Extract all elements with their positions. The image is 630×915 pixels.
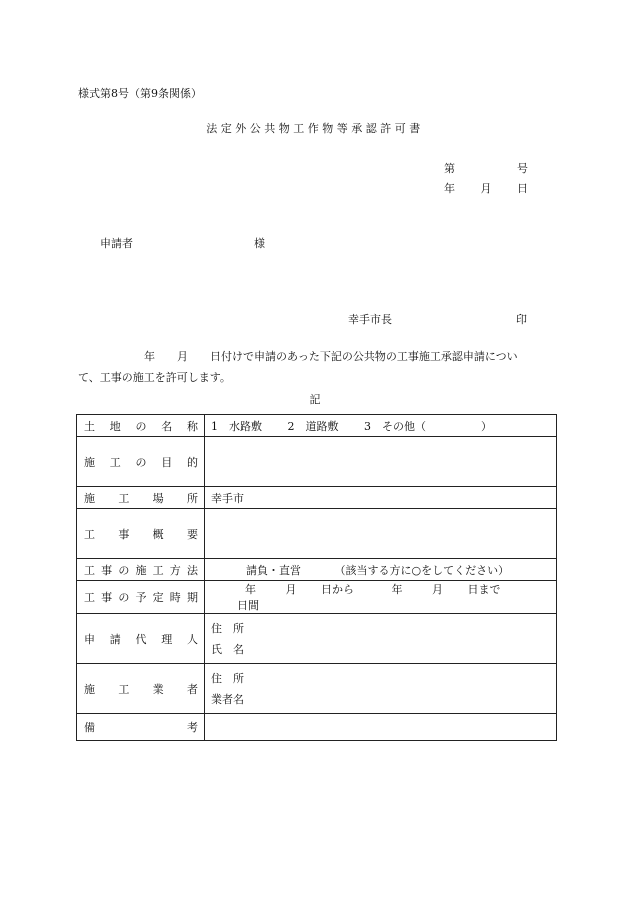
label-char: 的 xyxy=(187,455,198,469)
label-char: 地 xyxy=(109,419,121,433)
label-char: の xyxy=(118,591,130,604)
label-method xyxy=(77,559,205,581)
row-remarks xyxy=(77,714,557,741)
label-char: 名 xyxy=(161,419,173,433)
label-char: 所 xyxy=(186,491,198,505)
issuer-name: 幸手市長 xyxy=(348,313,392,326)
label-char: 工 xyxy=(152,563,164,577)
schedule-end-year: 年 xyxy=(391,583,403,596)
purpose-value xyxy=(205,437,557,487)
label-char: 請 xyxy=(109,632,121,646)
summary-value xyxy=(205,509,557,559)
label-char: 事 xyxy=(101,591,113,604)
label-char: 工 xyxy=(84,527,95,541)
method-value xyxy=(205,559,557,581)
label-char: 施 xyxy=(84,682,95,696)
applicant-label: 申請者 xyxy=(100,237,133,250)
label-land-name xyxy=(77,415,205,437)
label-char: 施 xyxy=(135,563,147,577)
label-char: 称 xyxy=(187,419,198,433)
label-agent xyxy=(77,614,205,664)
label-char: 方 xyxy=(169,563,181,577)
schedule-end-month: 月 xyxy=(432,583,443,596)
label-char: 工 xyxy=(118,682,130,696)
contractor-address-label: 住 所 xyxy=(211,671,244,685)
schedule-value xyxy=(205,581,557,614)
document-number xyxy=(444,160,528,180)
schedule-start-year: 年 xyxy=(245,583,256,596)
label-schedule xyxy=(77,581,205,614)
label-char: 目 xyxy=(161,455,173,469)
label-char: 事 xyxy=(118,527,130,541)
label-summary-text xyxy=(84,526,198,542)
land-option-1: 1 水路敷 xyxy=(211,419,262,433)
label-char: 法 xyxy=(186,563,198,577)
label-char: 時 xyxy=(169,591,181,604)
agent-address-label: 住 所 xyxy=(211,621,244,635)
row-purpose xyxy=(77,437,557,487)
land-name-options xyxy=(205,415,557,437)
label-char: 予 xyxy=(135,591,147,604)
date-year: 年 xyxy=(444,182,455,195)
agent-name-label: 氏 名 xyxy=(211,642,244,656)
location-value: 幸手市 xyxy=(205,487,557,509)
label-method-text xyxy=(84,562,198,578)
row-land-name xyxy=(77,415,557,437)
doc-number-suffix: 号 xyxy=(517,162,528,175)
label-land-name-text xyxy=(84,418,198,434)
label-location xyxy=(77,487,205,509)
contractor-value xyxy=(205,664,557,714)
date-month: 月 xyxy=(480,182,492,195)
label-char: 代 xyxy=(135,632,147,646)
row-agent xyxy=(77,614,557,664)
label-char: の xyxy=(135,419,147,433)
label-char: 備 xyxy=(84,721,95,734)
land-option-2: 2 道路敷 xyxy=(287,419,339,433)
label-schedule-text xyxy=(84,589,198,605)
label-summary xyxy=(77,509,205,559)
schedule-start-month: 月 xyxy=(285,583,297,596)
permit-details-table xyxy=(76,414,557,741)
doc-number-prefix: 第 xyxy=(444,162,455,175)
label-char: 工 xyxy=(109,455,121,469)
label-char: 土 xyxy=(84,419,95,433)
row-method xyxy=(77,559,557,581)
remarks-value xyxy=(205,714,557,741)
label-char: 事 xyxy=(101,563,113,577)
label-char: 工 xyxy=(118,491,130,505)
label-char: 定 xyxy=(152,591,164,604)
method-choice: 請負・直営 xyxy=(246,563,301,577)
row-schedule xyxy=(77,581,557,614)
label-char: 要 xyxy=(186,527,198,541)
label-char: 施 xyxy=(84,491,95,505)
label-char: の xyxy=(135,455,147,469)
ki-heading: 記 xyxy=(309,393,321,406)
body-text xyxy=(78,346,553,388)
label-purpose xyxy=(77,437,205,487)
label-char: 場 xyxy=(152,491,164,505)
form-number: 様式第8号（第9条関係） xyxy=(78,87,202,100)
label-contractor xyxy=(77,664,205,714)
applicant-honorific: 様 xyxy=(254,237,265,250)
agent-value xyxy=(205,614,557,664)
schedule-end-day: 日まで xyxy=(467,583,501,596)
label-contractor-text xyxy=(84,681,198,697)
contractor-name-label: 業者名 xyxy=(211,692,244,706)
label-char: 工 xyxy=(84,591,95,604)
label-remarks xyxy=(77,714,205,741)
label-char: 者 xyxy=(186,682,198,696)
label-purpose-text xyxy=(84,454,198,470)
label-char: 概 xyxy=(152,527,164,541)
label-char: 工 xyxy=(84,563,95,577)
row-summary xyxy=(77,509,557,559)
method-note: （該当する方に○をしてください） xyxy=(334,563,510,577)
body-line-1: 年 月 日付けで申請のあった下記の公共物の工事施工承認申請につい xyxy=(78,350,518,363)
label-char: 業 xyxy=(152,682,164,696)
label-char: の xyxy=(118,563,130,577)
schedule-start-day: 日から xyxy=(321,583,354,596)
label-char: 申 xyxy=(84,632,95,646)
label-char: 理 xyxy=(161,632,173,646)
document-title: 法定外公共物工作物等承認許可書 xyxy=(206,122,424,135)
label-remarks-text xyxy=(84,719,198,735)
row-location xyxy=(77,487,557,509)
label-char: 期 xyxy=(186,591,198,604)
seal-mark: 印 xyxy=(516,313,527,326)
schedule-duration: 日間 xyxy=(237,599,259,612)
label-location-text xyxy=(84,490,198,506)
land-option-3: 3 その他（ ） xyxy=(364,419,492,433)
label-agent-text xyxy=(84,631,198,647)
body-line-2: て、工事の施工を許可します。 xyxy=(78,371,231,384)
date-day: 日 xyxy=(517,182,528,195)
label-char: 考 xyxy=(187,721,198,734)
issue-date xyxy=(444,180,528,196)
row-contractor xyxy=(77,664,557,714)
label-char: 人 xyxy=(187,632,198,646)
label-char: 施 xyxy=(84,455,95,469)
